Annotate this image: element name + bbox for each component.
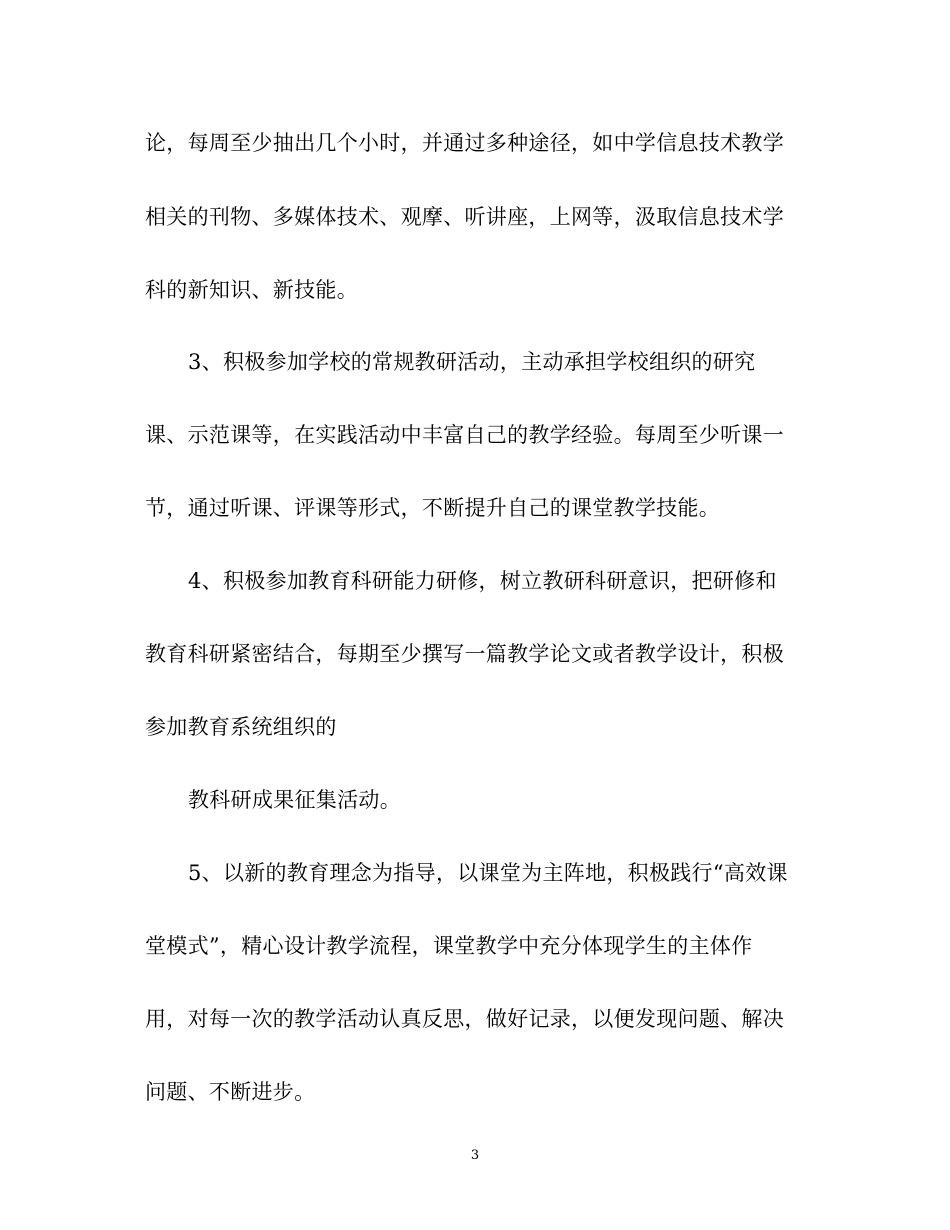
text-line: 4、积极参加教育科研能力研修，树立教研科研意识，把研修和	[188, 569, 777, 593]
text-line: 论，每周至少抽出几个小时，并通过多种途径，如中学信息技术教学	[145, 131, 784, 155]
text-line: 科的新知识、新技能。	[145, 278, 358, 302]
text-line: 3、积极参加学校的常规教研活动，主动承担学校组织的研究	[188, 350, 756, 374]
text-line: 堂模式”，精心设计教学流程，课堂教学中充分体现学生的主体作	[145, 934, 753, 958]
text-line: 参加教育系统组织的	[145, 715, 337, 739]
text-line: 教科研成果征集活动。	[188, 788, 401, 812]
text-line: 节，通过听课、评课等形式，不断提升自己的课堂教学技能。	[145, 496, 721, 520]
text-line: 问题、不断进步。	[145, 1080, 316, 1104]
text-line: 5、以新的教育理念为指导，以课堂为主阵地，积极践行“高效课	[188, 861, 788, 885]
page-number: 3	[470, 1148, 480, 1163]
text-line: 用，对每一次的教学活动认真反思，做好记录，以便发现问题、解决	[145, 1007, 784, 1031]
text-line: 教育科研紧密结合，每期至少撰写一篇教学论文或者教学设计，积极	[145, 642, 784, 666]
text-line: 课、示范课等，在实践活动中丰富自己的教学经验。每周至少听课一	[145, 423, 784, 447]
text-line: 相关的刊物、多媒体技术、观摩、听讲座，上网等，汲取信息技术学	[145, 205, 784, 229]
